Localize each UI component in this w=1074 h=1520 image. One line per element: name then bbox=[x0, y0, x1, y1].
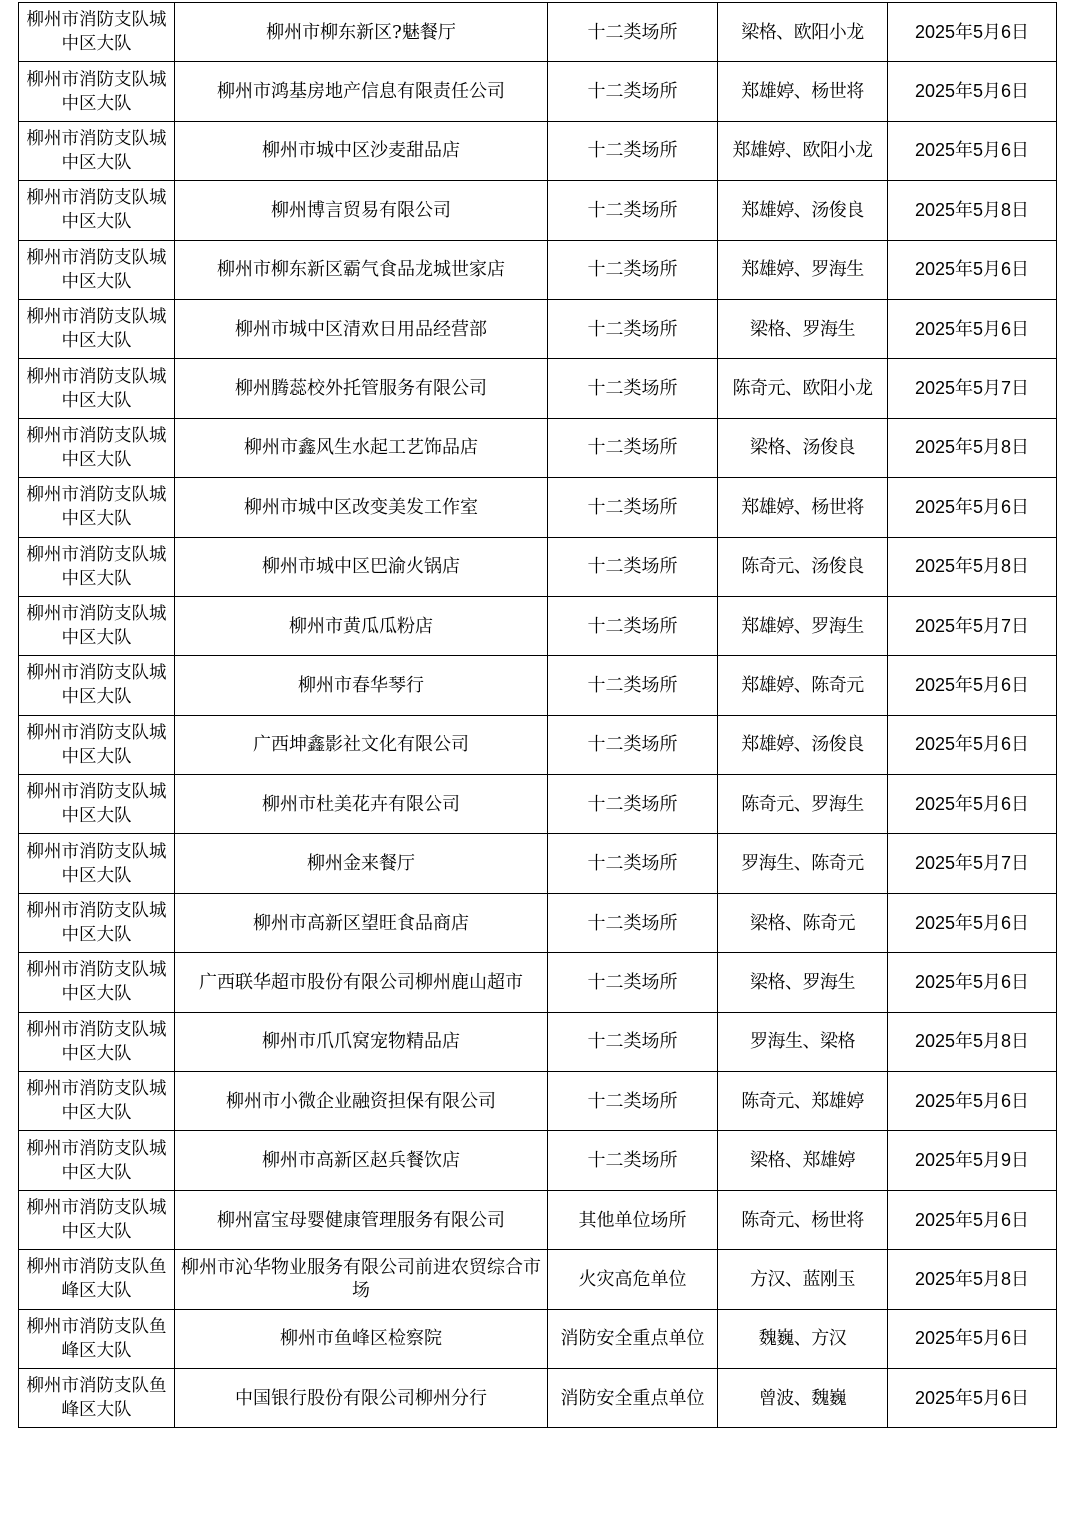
unit-cell: 柳州市消防支队城中区大队 bbox=[19, 1012, 175, 1071]
table-row bbox=[19, 775, 1057, 834]
table-row bbox=[19, 478, 1057, 537]
unit-cell: 柳州市消防支队城中区大队 bbox=[19, 656, 175, 715]
place-type-cell: 十二类场所 bbox=[548, 359, 718, 418]
place-type-cell: 十二类场所 bbox=[548, 715, 718, 774]
place-name-cell: 柳州市黄瓜瓜粉店 bbox=[175, 596, 548, 655]
unit-cell: 柳州市消防支队城中区大队 bbox=[19, 775, 175, 834]
place-name-cell: 柳州市小微企业融资担保有限公司 bbox=[175, 1072, 548, 1131]
date-cell: 2025年5月8日 bbox=[888, 181, 1057, 240]
inspectors-cell: 郑雄婷、欧阳小龙 bbox=[718, 121, 888, 180]
inspectors-cell: 陈奇元、罗海生 bbox=[718, 775, 888, 834]
date-cell: 2025年5月6日 bbox=[888, 953, 1057, 1012]
place-type-cell: 十二类场所 bbox=[548, 656, 718, 715]
date-cell: 2025年5月6日 bbox=[888, 656, 1057, 715]
place-type-cell: 十二类场所 bbox=[548, 596, 718, 655]
place-type-cell: 十二类场所 bbox=[548, 1072, 718, 1131]
place-type-cell: 十二类场所 bbox=[548, 3, 718, 62]
date-cell: 2025年5月9日 bbox=[888, 1131, 1057, 1190]
unit-cell: 柳州市消防支队城中区大队 bbox=[19, 1072, 175, 1131]
date-cell: 2025年5月7日 bbox=[888, 359, 1057, 418]
date-cell: 2025年5月6日 bbox=[888, 62, 1057, 121]
date-cell: 2025年5月6日 bbox=[888, 1368, 1057, 1427]
unit-cell: 柳州市消防支队城中区大队 bbox=[19, 953, 175, 1012]
unit-cell: 柳州市消防支队城中区大队 bbox=[19, 834, 175, 893]
place-name-cell: 柳州博言贸易有限公司 bbox=[175, 181, 548, 240]
date-cell: 2025年5月6日 bbox=[888, 1190, 1057, 1249]
date-cell: 2025年5月6日 bbox=[888, 1072, 1057, 1131]
place-type-cell: 十二类场所 bbox=[548, 418, 718, 477]
table-row bbox=[19, 1250, 1057, 1309]
unit-cell: 柳州市消防支队鱼峰区大队 bbox=[19, 1368, 175, 1427]
place-type-cell: 十二类场所 bbox=[548, 1131, 718, 1190]
place-type-cell: 其他单位场所 bbox=[548, 1190, 718, 1249]
place-name-cell: 柳州市高新区望旺食品商店 bbox=[175, 893, 548, 952]
inspectors-cell: 郑雄婷、陈奇元 bbox=[718, 656, 888, 715]
inspectors-cell: 曾波、魏巍 bbox=[718, 1368, 888, 1427]
table-row bbox=[19, 1012, 1057, 1071]
inspectors-cell: 罗海生、陈奇元 bbox=[718, 834, 888, 893]
table-row bbox=[19, 834, 1057, 893]
unit-cell: 柳州市消防支队城中区大队 bbox=[19, 1190, 175, 1249]
inspectors-cell: 郑雄婷、杨世将 bbox=[718, 62, 888, 121]
unit-cell: 柳州市消防支队城中区大队 bbox=[19, 596, 175, 655]
inspectors-cell: 郑雄婷、罗海生 bbox=[718, 240, 888, 299]
place-name-cell: 柳州市城中区改变美发工作室 bbox=[175, 478, 548, 537]
place-name-cell: 柳州市城中区清欢日用品经营部 bbox=[175, 299, 548, 358]
place-type-cell: 十二类场所 bbox=[548, 181, 718, 240]
inspectors-cell: 陈奇元、汤俊良 bbox=[718, 537, 888, 596]
place-name-cell: 广西坤鑫影社文化有限公司 bbox=[175, 715, 548, 774]
table-row bbox=[19, 3, 1057, 62]
place-name-cell: 柳州市鑫风生水起工艺饰品店 bbox=[175, 418, 548, 477]
table-row bbox=[19, 299, 1057, 358]
place-name-cell: 柳州市高新区赵兵餐饮店 bbox=[175, 1131, 548, 1190]
inspectors-cell: 罗海生、梁格 bbox=[718, 1012, 888, 1071]
date-cell: 2025年5月6日 bbox=[888, 1309, 1057, 1368]
inspectors-cell: 郑雄婷、汤俊良 bbox=[718, 715, 888, 774]
place-name-cell: 柳州市春华琴行 bbox=[175, 656, 548, 715]
unit-cell: 柳州市消防支队城中区大队 bbox=[19, 121, 175, 180]
place-name-cell: 中国银行股份有限公司柳州分行 bbox=[175, 1368, 548, 1427]
unit-cell: 柳州市消防支队城中区大队 bbox=[19, 537, 175, 596]
date-cell: 2025年5月6日 bbox=[888, 893, 1057, 952]
inspectors-cell: 梁格、欧阳小龙 bbox=[718, 3, 888, 62]
place-type-cell: 十二类场所 bbox=[548, 478, 718, 537]
inspectors-cell: 魏巍、方汉 bbox=[718, 1309, 888, 1368]
inspectors-cell: 梁格、郑雄婷 bbox=[718, 1131, 888, 1190]
place-type-cell: 十二类场所 bbox=[548, 1012, 718, 1071]
inspectors-cell: 方汉、蓝刚玉 bbox=[718, 1250, 888, 1309]
table-row bbox=[19, 1072, 1057, 1131]
table-row bbox=[19, 596, 1057, 655]
place-type-cell: 消防安全重点单位 bbox=[548, 1309, 718, 1368]
unit-cell: 柳州市消防支队城中区大队 bbox=[19, 1131, 175, 1190]
place-type-cell: 十二类场所 bbox=[548, 121, 718, 180]
inspectors-cell: 梁格、陈奇元 bbox=[718, 893, 888, 952]
unit-cell: 柳州市消防支队城中区大队 bbox=[19, 3, 175, 62]
inspectors-cell: 陈奇元、欧阳小龙 bbox=[718, 359, 888, 418]
inspectors-cell: 梁格、罗海生 bbox=[718, 299, 888, 358]
table-row bbox=[19, 240, 1057, 299]
place-type-cell: 火灾高危单位 bbox=[548, 1250, 718, 1309]
date-cell: 2025年5月6日 bbox=[888, 121, 1057, 180]
table-row bbox=[19, 418, 1057, 477]
table-row bbox=[19, 62, 1057, 121]
inspectors-cell: 郑雄婷、汤俊良 bbox=[718, 181, 888, 240]
unit-cell: 柳州市消防支队城中区大队 bbox=[19, 478, 175, 537]
place-name-cell: 柳州市沁华物业服务有限公司前进农贸综合市场 bbox=[175, 1250, 548, 1309]
inspectors-cell: 陈奇元、郑雄婷 bbox=[718, 1072, 888, 1131]
table-row bbox=[19, 893, 1057, 952]
inspectors-cell: 梁格、汤俊良 bbox=[718, 418, 888, 477]
table-row bbox=[19, 359, 1057, 418]
unit-cell: 柳州市消防支队城中区大队 bbox=[19, 62, 175, 121]
table-row bbox=[19, 537, 1057, 596]
table-row bbox=[19, 1131, 1057, 1190]
unit-cell: 柳州市消防支队鱼峰区大队 bbox=[19, 1309, 175, 1368]
place-type-cell: 十二类场所 bbox=[548, 893, 718, 952]
place-name-cell: 柳州市鸿基房地产信息有限责任公司 bbox=[175, 62, 548, 121]
place-type-cell: 消防安全重点单位 bbox=[548, 1368, 718, 1427]
place-name-cell: 广西联华超市股份有限公司柳州鹿山超市 bbox=[175, 953, 548, 1012]
table-row bbox=[19, 1368, 1057, 1427]
inspection-table-body bbox=[19, 3, 1057, 1428]
date-cell: 2025年5月8日 bbox=[888, 418, 1057, 477]
place-name-cell: 柳州市杜美花卉有限公司 bbox=[175, 775, 548, 834]
place-name-cell: 柳州市柳东新区霸气食品龙城世家店 bbox=[175, 240, 548, 299]
date-cell: 2025年5月6日 bbox=[888, 715, 1057, 774]
place-name-cell: 柳州市柳东新区?魅餐厅 bbox=[175, 3, 548, 62]
table-row bbox=[19, 1190, 1057, 1249]
place-name-cell: 柳州市城中区巴渝火锅店 bbox=[175, 537, 548, 596]
unit-cell: 柳州市消防支队鱼峰区大队 bbox=[19, 1250, 175, 1309]
place-type-cell: 十二类场所 bbox=[548, 775, 718, 834]
unit-cell: 柳州市消防支队城中区大队 bbox=[19, 418, 175, 477]
table-row bbox=[19, 121, 1057, 180]
place-type-cell: 十二类场所 bbox=[548, 299, 718, 358]
date-cell: 2025年5月6日 bbox=[888, 240, 1057, 299]
document-page bbox=[18, 2, 1056, 1428]
table-row bbox=[19, 656, 1057, 715]
unit-cell: 柳州市消防支队城中区大队 bbox=[19, 240, 175, 299]
place-name-cell: 柳州腾蕊校外托管服务有限公司 bbox=[175, 359, 548, 418]
date-cell: 2025年5月7日 bbox=[888, 596, 1057, 655]
place-type-cell: 十二类场所 bbox=[548, 834, 718, 893]
table-row bbox=[19, 1309, 1057, 1368]
table-row bbox=[19, 181, 1057, 240]
table-row bbox=[19, 953, 1057, 1012]
place-name-cell: 柳州市爪爪窝宠物精品店 bbox=[175, 1012, 548, 1071]
date-cell: 2025年5月6日 bbox=[888, 299, 1057, 358]
unit-cell: 柳州市消防支队城中区大队 bbox=[19, 359, 175, 418]
inspectors-cell: 郑雄婷、罗海生 bbox=[718, 596, 888, 655]
date-cell: 2025年5月8日 bbox=[888, 537, 1057, 596]
place-type-cell: 十二类场所 bbox=[548, 537, 718, 596]
inspectors-cell: 梁格、罗海生 bbox=[718, 953, 888, 1012]
inspection-table bbox=[18, 2, 1057, 1428]
unit-cell: 柳州市消防支队城中区大队 bbox=[19, 181, 175, 240]
place-name-cell: 柳州市城中区沙麦甜品店 bbox=[175, 121, 548, 180]
inspectors-cell: 陈奇元、杨世将 bbox=[718, 1190, 888, 1249]
place-type-cell: 十二类场所 bbox=[548, 240, 718, 299]
unit-cell: 柳州市消防支队城中区大队 bbox=[19, 299, 175, 358]
place-name-cell: 柳州市鱼峰区检察院 bbox=[175, 1309, 548, 1368]
place-name-cell: 柳州金来餐厅 bbox=[175, 834, 548, 893]
place-type-cell: 十二类场所 bbox=[548, 62, 718, 121]
unit-cell: 柳州市消防支队城中区大队 bbox=[19, 715, 175, 774]
place-type-cell: 十二类场所 bbox=[548, 953, 718, 1012]
date-cell: 2025年5月8日 bbox=[888, 1012, 1057, 1071]
place-name-cell: 柳州富宝母婴健康管理服务有限公司 bbox=[175, 1190, 548, 1249]
date-cell: 2025年5月6日 bbox=[888, 478, 1057, 537]
unit-cell: 柳州市消防支队城中区大队 bbox=[19, 893, 175, 952]
date-cell: 2025年5月6日 bbox=[888, 775, 1057, 834]
date-cell: 2025年5月8日 bbox=[888, 1250, 1057, 1309]
inspectors-cell: 郑雄婷、杨世将 bbox=[718, 478, 888, 537]
date-cell: 2025年5月6日 bbox=[888, 3, 1057, 62]
table-row bbox=[19, 715, 1057, 774]
date-cell: 2025年5月7日 bbox=[888, 834, 1057, 893]
